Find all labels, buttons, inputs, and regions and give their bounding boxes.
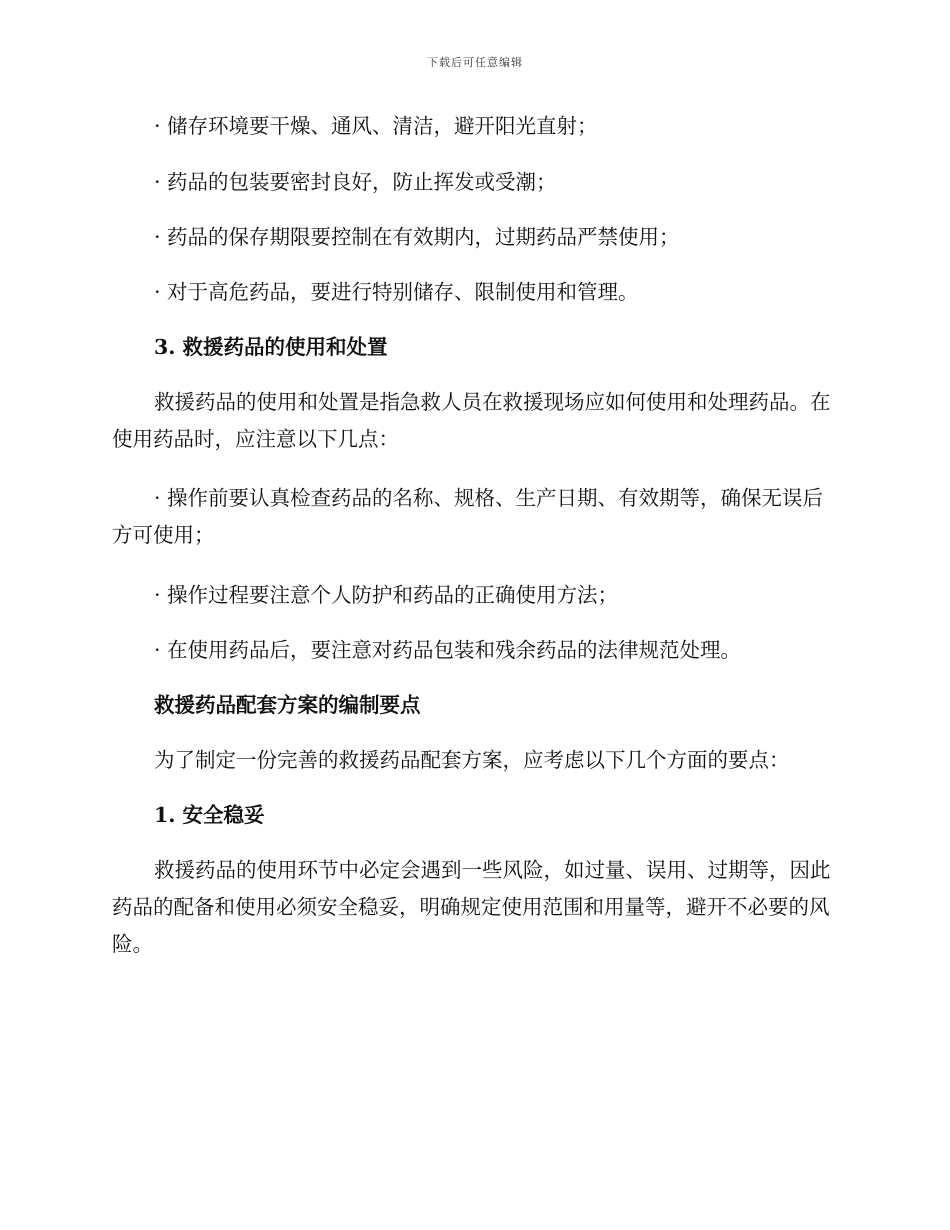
bullet-packaging: · 药品的包装要密封良好，防止挥发或受潮； (154, 170, 557, 194)
bullet-shelf-life: · 药品的保存期限要控制在有效期内，过期药品严禁使用； (154, 225, 680, 249)
header-note: 下载后可任意编辑 (427, 56, 523, 69)
bullet-disposal: · 在使用药品后，要注意对药品包装和残余药品的法律规范处理。 (154, 638, 742, 662)
section-heading-plan-key-points: 救援药品配套方案的编制要点 (154, 693, 421, 717)
paragraph-usage-disposal: 救援药品的使用和处置是指急救人员在救援现场应如何使用和处理药品。在使用药品时，应注意以下几点： (112, 390, 831, 451)
bullet-high-risk-drugs: · 对于高危药品，要进行特别储存、限制使用和管理。 (154, 280, 639, 304)
bullet-storage-environment: · 储存环境要干燥、通风、清洁，避开阳光直射； (154, 114, 598, 138)
paragraph-plan-intro: 为了制定一份完善的救援药品配套方案，应考虑以下几个方面的要点： (154, 748, 790, 772)
paragraph-safety: 救援药品的使用环节中必定会遇到一些风险，如过量、误用、过期等，因此药品的配备和使用必须安全稳妥，明确规定使用范围和用量等，避开不必要的风险。 (112, 858, 831, 956)
bullet-check-before-use: · 操作前要认真检查药品的名称、规格、生产日期、有效期等，确保无误后方可使用； (112, 486, 824, 547)
bullet-personal-protection: · 操作过程要注意个人防护和药品的正确使用方法； (154, 583, 619, 607)
section-heading-usage-disposal: 3. 救援药品的使用和处置 (154, 335, 388, 359)
section-heading-safety: 1. 安全稳妥 (154, 803, 265, 827)
